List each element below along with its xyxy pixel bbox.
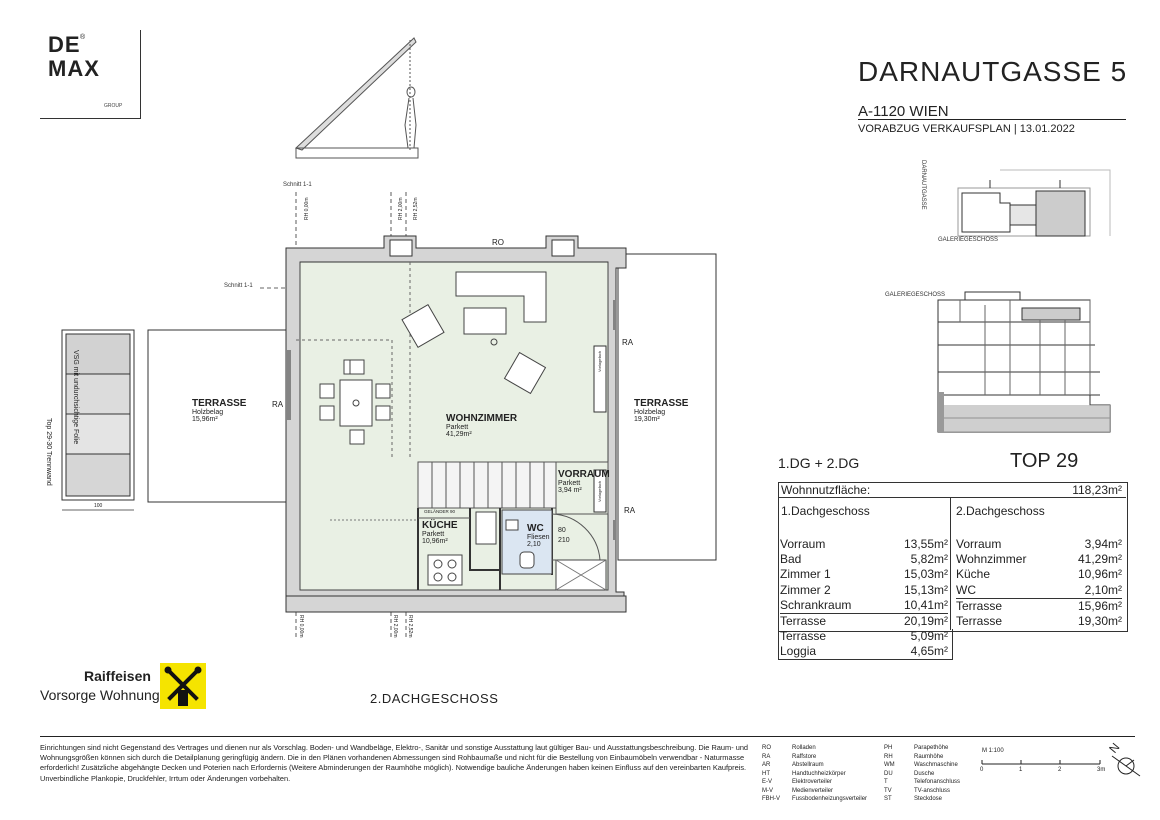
room-height-bottom-1: RH 0,00m xyxy=(298,615,304,638)
room-label-kitchen: KÜCHE Parkett 10,96m² xyxy=(422,520,458,545)
unit-floors: 1.DG + 2.DG xyxy=(778,455,860,471)
legend-column-2 xyxy=(884,744,960,804)
room-label-living: WOHNZIMMER Parkett 41,29m² xyxy=(446,413,518,438)
project-title: DARNAUTGASSE 5 xyxy=(858,56,1128,87)
legend-item: FBH-V Fussbodenheizungsverteiler xyxy=(762,796,868,802)
list-item: Vorraum 3,94m² xyxy=(956,537,1122,551)
project-city: A-1120 WIEN xyxy=(858,103,949,120)
list-item: Zimmer 2 15,13m² xyxy=(780,582,948,597)
logo-text-de: DE xyxy=(48,32,81,57)
total-area-label: Wohnnutzfläche: xyxy=(781,483,871,497)
keyplan-street-label: DARNAUTGASSE xyxy=(920,160,926,210)
room-height-bottom-2: RH 2,00m xyxy=(392,615,398,638)
scale-label: M 1:100 xyxy=(982,748,1004,754)
list-item: Terrasse 5,09m² xyxy=(780,629,948,644)
footer-divider xyxy=(40,736,1135,737)
room-label-terrace-left: TERRASSE Holzbelag 15,96m² xyxy=(192,398,247,423)
list-item: Vorraum 13,55m² xyxy=(780,537,948,551)
list-item: Küche 10,96m² xyxy=(956,567,1122,582)
legend-item: DU Dusche xyxy=(884,770,935,777)
scale-tick-2: 2 xyxy=(1058,767,1062,773)
legend-item: HT Handtuchheizkörper xyxy=(762,770,846,777)
legend-item: E-V Elektroverteiler xyxy=(762,779,833,785)
section-label-top: Schnitt 1-1 xyxy=(283,182,312,188)
list-item: WC 2,10m² xyxy=(956,583,1122,599)
list-item: Schrankraum 10,41m² xyxy=(780,598,948,614)
door-height: 210 xyxy=(558,537,570,544)
legend-item: M-V Medienverteiler xyxy=(762,787,834,794)
room-label-hall: VORRAUM Parkett 3,94 m² xyxy=(558,469,610,494)
list-item: Terrasse 20,19m² xyxy=(780,614,948,629)
legend-item: ST Steckdose xyxy=(884,796,943,802)
list-item: Loggia 4,65m² xyxy=(780,644,948,659)
room-label-terrace-right: TERRASSE Holzbelag 19,30m² xyxy=(634,398,689,423)
plan-subtitle: VORABZUG VERKAUFSPLAN | 13.01.2022 xyxy=(858,123,1075,135)
list-item: Bad 5,82m² xyxy=(780,552,948,567)
rollershutter-label: RO xyxy=(492,238,504,247)
room-height-bottom-3: RH 2,52m xyxy=(407,615,413,638)
legend-item: RA Raffstore xyxy=(762,753,817,760)
legend-column-1 xyxy=(762,744,867,804)
section-label-side: Schnitt 1-1 xyxy=(224,283,253,289)
first-floor-title: 1.Dachgeschoss xyxy=(781,504,870,518)
keyplan-floor-label: GALERIEGESCHOSS xyxy=(938,237,999,243)
list-item: Terrasse 19,30m² xyxy=(956,614,1122,629)
brand-name: Raiffeisen xyxy=(84,668,151,684)
legend-item: PH Parapethöhe xyxy=(884,745,949,751)
total-area-value: 118,23m² xyxy=(1072,483,1122,497)
scale-tick-1: 1 xyxy=(1019,767,1023,773)
privacy-screen-label: VSG mit undurchsichtige Folie xyxy=(72,350,79,445)
second-floor-title: 2.Dachgeschoss xyxy=(956,504,1045,518)
railing-label: GELÄNDER 90 xyxy=(424,509,456,514)
cabinet-label-1: Vorlagefach xyxy=(597,350,602,372)
scale-tick-0: 0 xyxy=(980,767,984,773)
door-width: 80 xyxy=(558,527,566,534)
raffstore-label-left: RA xyxy=(272,400,284,409)
legend-item: TV TV-anschluss xyxy=(884,787,951,794)
raffstore-label-right-bottom: RA xyxy=(624,506,636,515)
logo-text-max: MAX xyxy=(48,56,100,81)
logo-group-text: GROUP xyxy=(104,103,123,109)
list-item: Wohnzimmer 41,29m² xyxy=(956,552,1122,567)
room-label-wc: WC Fliesen 2,10 xyxy=(527,523,550,548)
scale-tick-3: 3m xyxy=(1097,767,1106,773)
unit-number: TOP 29 xyxy=(1010,450,1079,472)
raffstore-label-right-top: RA xyxy=(622,338,634,347)
cabinet-label-2: Vorlagefach xyxy=(597,480,602,502)
footer-disclaimer: Einrichtungen sind nicht Gegenstand des Vertrages und dienen nur als Vorschlag. Boden- und Wandbeläge, Elektro-, Sanitär und sonstige Ausstattung laut gültiger Bau- und Ausstattungsbeschreibung. Die Raum- und Wohnungsgrößen können sich durch die Detailplanung geringfügig ändern. Die in den Plänen vorhandenen Abmessungen sind Rohbaumaße und nicht für die Bestellung von Einbaumöbeln verwendbar - Naturmasse erforderlich! Zusätzliche abgehängte Decken und Poterien nach Erfordernis (Weitere Abminderungen der Raumhöhe möglich). Notwendige bauliche Änderungen haben keinen Einfluss auf den vereinbarten Kaufpreis. Unverbindliche Plankopie, Druckfehler, Irrtum oder Änderungen vorbehalten. xyxy=(40,743,749,783)
list-item: Terrasse 15,96m² xyxy=(956,598,1122,613)
legend-item: RH Raumhöhe xyxy=(884,753,944,760)
screen-dimension: 100 xyxy=(94,503,103,509)
legend-item: AR Abstellraum xyxy=(762,762,824,768)
brand-subtitle: Vorsorge Wohnung xyxy=(40,687,160,703)
logo-registered-mark: ® xyxy=(80,34,86,41)
north-label: N xyxy=(1106,740,1123,756)
keyplan-section-label: GALERIEGESCHOSS xyxy=(885,292,946,298)
legend-item: WM Waschmaschine xyxy=(884,762,958,768)
legend-item: T Telefonanschluss xyxy=(884,779,961,785)
plan-floor-title: 2.DACHGESCHOSS xyxy=(370,691,499,706)
partition-label: Top 29-30 Trennwand xyxy=(45,418,52,486)
legend-item: RO Rolladen xyxy=(762,745,816,751)
list-item: Zimmer 1 15,03m² xyxy=(780,567,948,582)
